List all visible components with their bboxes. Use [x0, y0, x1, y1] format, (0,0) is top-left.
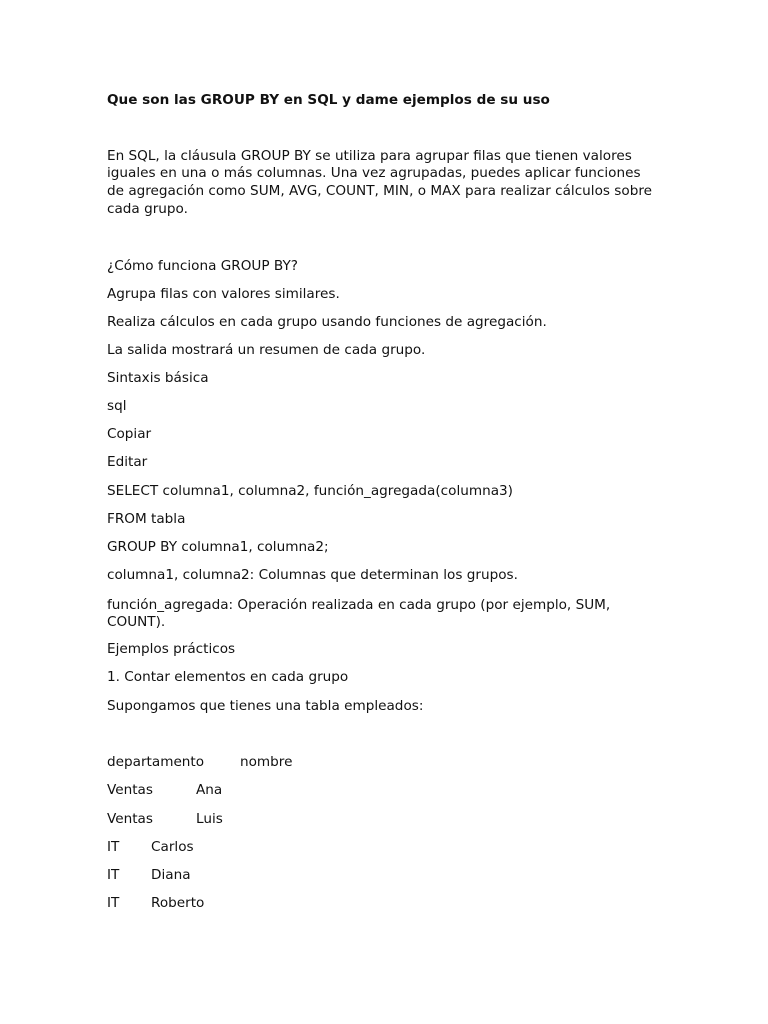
paragraph: La salida mostrará un resumen de cada grupo. [107, 342, 426, 358]
table-cell: IT [107, 895, 120, 911]
example-heading: 1. Contar elementos en cada grupo [107, 669, 349, 685]
paragraph: columna1, columna2: Columnas que determinan los grupos. [107, 567, 518, 583]
section-heading-examples: Ejemplos prácticos [107, 641, 236, 657]
document-title: Que son las GROUP BY en SQL y dame ejemplos de su uso [107, 92, 550, 108]
paragraph: Supongamos que tienes una tabla empleados: [107, 698, 424, 714]
paragraph: Realiza cálculos en cada grupo usando funciones de agregación. [107, 314, 547, 330]
table-cell: Ana [196, 782, 223, 798]
table-cell: Ventas [107, 782, 153, 798]
table-cell: Roberto [151, 895, 205, 911]
table-cell: Carlos [151, 839, 194, 855]
paragraph-func: COUNT). [107, 614, 166, 630]
intro-line: iguales en una o más columnas. Una vez agrupadas, puedes aplicar funciones [107, 165, 641, 181]
section-heading-syntax: Sintaxis básica [107, 370, 209, 386]
table-cell: IT [107, 867, 120, 883]
edit-label: Editar [107, 454, 148, 470]
table-cell: IT [107, 839, 120, 855]
table-cell: Ventas [107, 811, 153, 827]
table-header-department: departamento [107, 754, 205, 770]
paragraph: Agrupa filas con valores similares. [107, 286, 340, 302]
code-language-label: sql [107, 398, 127, 414]
intro-line: cada grupo. [107, 201, 188, 217]
intro-line: de agregación como SUM, AVG, COUNT, MIN, o MAX para realizar cálculos sobre [107, 183, 652, 199]
section-heading-how: ¿Cómo funciona GROUP BY? [107, 258, 299, 274]
code-line: SELECT columna1, columna2, función_agregada(columna3) [107, 483, 513, 499]
intro-line: En SQL, la cláusula GROUP BY se utiliza para agrupar filas que tienen valores [107, 148, 632, 164]
table-cell: Diana [151, 867, 191, 883]
code-line: GROUP BY columna1, columna2; [107, 539, 329, 555]
table-header-name: nombre [240, 754, 293, 770]
paragraph-func: función_agregada: Operación realizada en cada grupo (por ejemplo, SUM, [107, 597, 611, 613]
code-line: FROM tabla [107, 511, 186, 527]
table-cell: Luis [196, 811, 223, 827]
copy-label: Copiar [107, 426, 152, 442]
